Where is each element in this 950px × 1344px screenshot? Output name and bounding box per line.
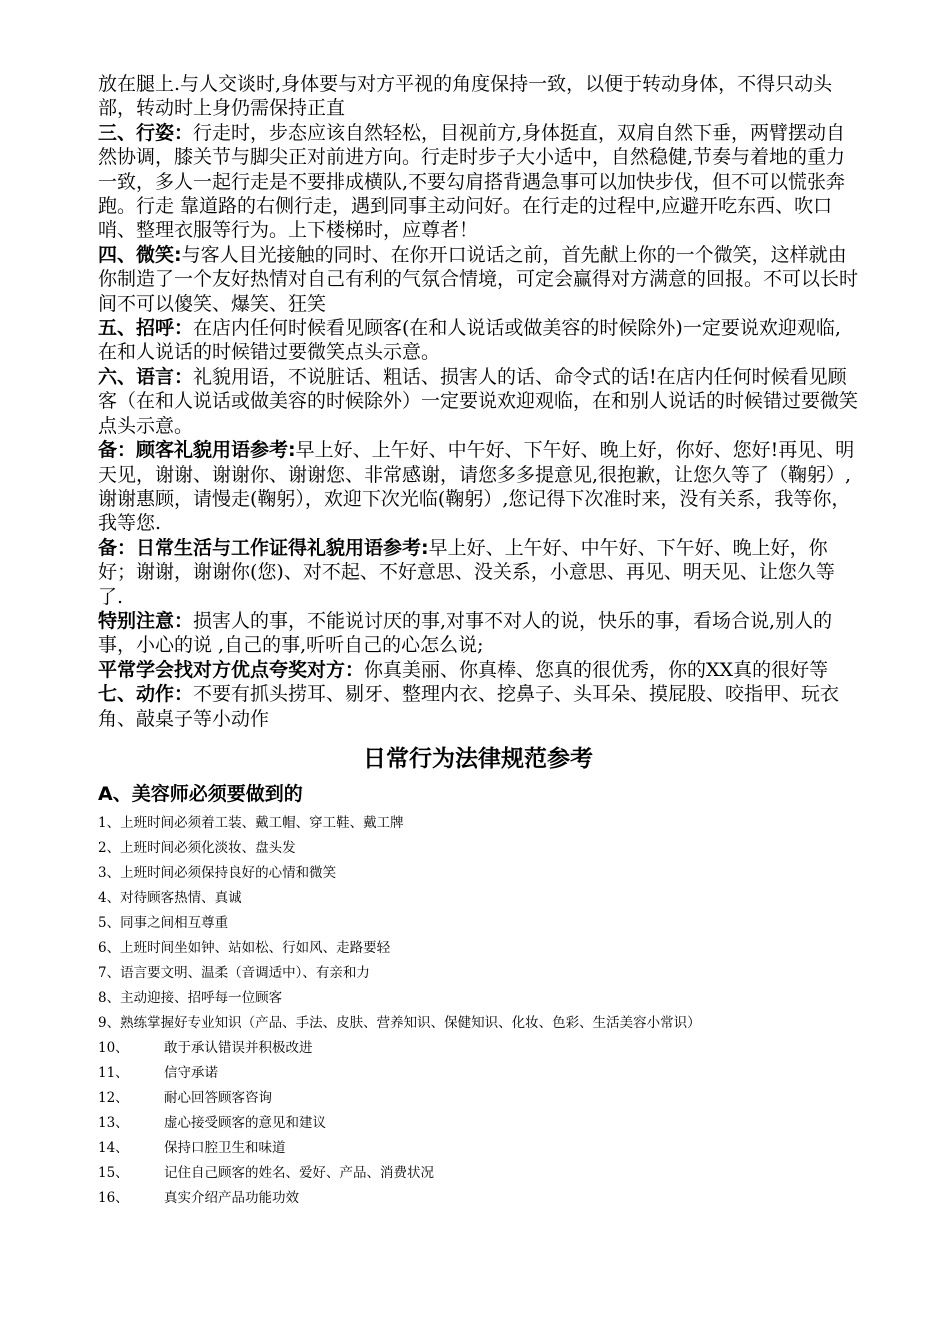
paragraph-walking: 三、行姿：行走时，步态应该自然轻松，目视前方,身体挺直，双肩自然下垂，两臂摆动自然协调，膝关节与脚尖正对前进方向。行走时步子大小适中，自然稳健,节奏与着地的重力一致，多人一起行走是不要排成横队,不要勾肩搭背遇急事可以加快步伐，但不可以慌张奔跑。行走 靠道路的右侧行走，遇到同事主动问好。在行走的过程中,应避开吃东西、吹口哨、整理衣服等行为。上下楼梯时，应尊者！ bbox=[98, 121, 846, 242]
list-item: 5、同事之间相互尊重 bbox=[98, 914, 229, 931]
list-item: 10、 敢于承认错误并积极改进 bbox=[98, 1039, 313, 1056]
paragraph-customer-phrases: 备：顾客礼貌用语参考:早上好、上午好、中午好、下午好、晚上好，你好、您好!再见、明天见，谢谢、谢谢你、谢谢您、非常感谢，请您多多提意见,很抱歉，让您久等了（鞠躬）,谢谢惠顾，请慢走(鞠躬），欢迎下次光临(鞠躬）,您记得下次准时来，没有关系，我等你，我等您. bbox=[98, 439, 855, 535]
list-item: 6、上班时间坐如钟、站如松、行如风、走路要轻 bbox=[98, 939, 391, 956]
rules-list bbox=[98, 811, 858, 1211]
list-item: 9、熟练掌握好专业知识（产品、手法、皮肤、营养知识、保健知识、化妆、色彩、生活美容小常识） bbox=[98, 1014, 701, 1031]
list-item: 15、 记住自己顾客的姓名、爱好、产品、消费状况 bbox=[98, 1164, 434, 1181]
list-item: 4、对待顾客热情、真诚 bbox=[98, 889, 242, 906]
paragraph-language: 六、语言：礼貌用语，不说脏话、粗话、损害人的话、命令式的话!在店内任何时候看见顾客（在和人说话或做美容的时候除外）一定要说欢迎观临，在和别人说话的时候错过要微笑点头示意。 bbox=[98, 365, 859, 437]
list-item: 3、上班时间必须保持良好的心情和微笑 bbox=[98, 864, 337, 881]
list-item: 8、主动迎接、招呼每一位顾客 bbox=[98, 989, 283, 1006]
paragraph-special-notes: 特别注意：损害人的事，不能说讨厌的事,对事不对人的说，快乐的事，看场合说,别人的事，小心的说 ,自己的事,听听自己的心怎么说; bbox=[98, 609, 833, 657]
paragraph-greeting: 五、招呼：在店内任何时候看见顾客(在和人说话或做美容的时候除外)一定要说欢迎观临,在和人说话的时候错过要微笑点头示意。 bbox=[98, 317, 841, 364]
list-item: 14、 保持口腔卫生和味道 bbox=[98, 1139, 286, 1156]
etiquette-paragraphs bbox=[98, 72, 858, 731]
list-item: 11、 信守承诺 bbox=[98, 1064, 218, 1081]
list-item: 7、语言要文明、温柔（音调适中）、有亲和力 bbox=[98, 964, 370, 981]
section-title: 日常行为法律规范参考 bbox=[363, 745, 593, 772]
paragraph-actions: 七、动作：不要有抓头捞耳、剔牙、整理内衣、挖鼻子、头耳朵、摸屁股、咬指甲、玩衣角、敲桌子等小动作 bbox=[98, 683, 840, 730]
list-item: 13、 虚心接受顾客的意见和建议 bbox=[98, 1114, 326, 1131]
list-item: 16、 真实介绍产品功能功效 bbox=[98, 1189, 299, 1206]
paragraph-daily-phrases: 备：日常生活与工作证得礼貌用语参考:早上好、上午好、中午好、下午好、晚上好，你好；谢谢，谢谢你(您)、对不起、不好意思、没关系，小意思、再见、明天见、让您久等了. bbox=[98, 536, 835, 608]
paragraph-sitting-continued: 放在腿上.与人交谈时,身体要与对方平视的角度保持一致，以便于转动身体，不得只动头部，转动时上身仍需保持正直 bbox=[98, 73, 833, 120]
document-page bbox=[98, 72, 858, 1211]
paragraph-compliments: 平常学会找对方优点夸奖对方：你真美丽、你真棒、您真的很优秀，你的XX真的很好等 bbox=[98, 658, 829, 681]
paragraph-smile: 四、微笑:与客人目光接触的同时、在你开口说话之前，首先献上你的一个微笑，这样就由你制造了一个友好热情对自己有利的气氛合情境，可定会赢得对方满意的回报。不可以长时间不可以傻笑、爆笑、狂笑 bbox=[98, 243, 859, 315]
list-item: 2、上班时间必须化淡妆、盘头发 bbox=[98, 839, 296, 856]
list-item: 12、 耐心回答顾客咨询 bbox=[98, 1089, 272, 1106]
list-item: 1、上班时间必须着工装、戴工帽、穿工鞋、戴工牌 bbox=[98, 814, 404, 831]
subheading: A、美容师必须要做到的 bbox=[98, 782, 303, 805]
